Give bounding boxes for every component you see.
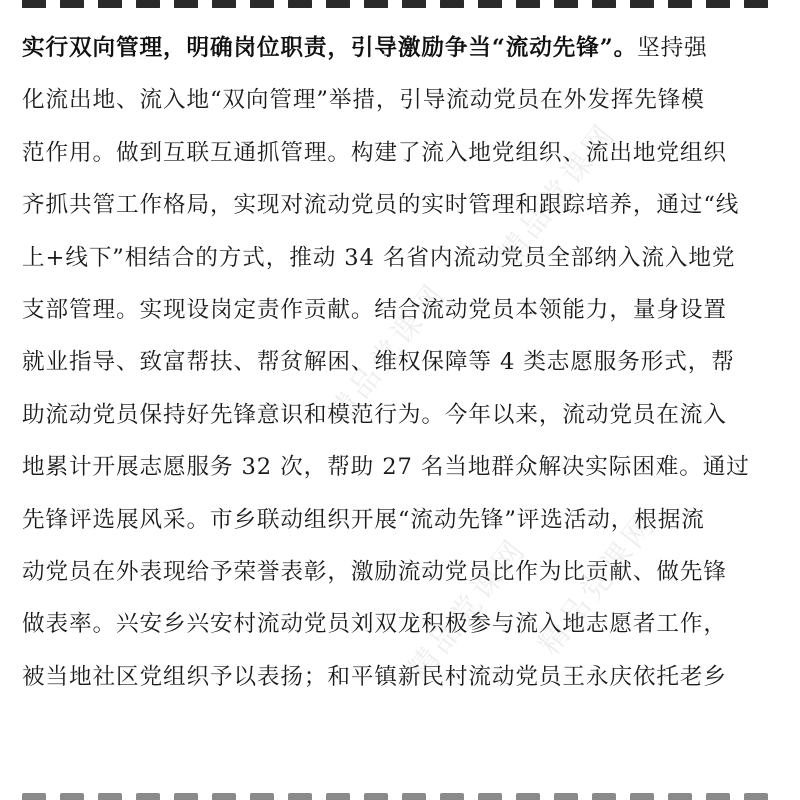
text-line bbox=[22, 22, 782, 74]
text-line: 就业指导、致富帮扶、帮贫解困、维权保障等 4 类志愿服务形式，帮 bbox=[22, 349, 735, 376]
text-line: 被当地社区党组织予以表扬；和平镇新民村流动党员王永庆依托老乡 bbox=[22, 663, 727, 690]
text-line: 齐抓共管工作格局，实现对流动党员的实时管理和跟踪培养，通过“线 bbox=[22, 192, 740, 219]
text-line: 上+线下”相结合的方式，推动 34 名省内流动党员全部纳入流入地党 bbox=[22, 244, 736, 271]
cropped-previous-line bbox=[22, 0, 782, 8]
watermark: 精品党课网 bbox=[491, 116, 624, 272]
body-paragraph bbox=[22, 22, 782, 703]
cropped-next-line bbox=[22, 788, 782, 800]
text-line: 范作用。做到互联互通抓管理。构建了流入地党组织、流出地党组织 bbox=[22, 139, 727, 166]
watermark: 精品党课网 bbox=[531, 506, 664, 662]
text-line: 化流出地、流入地“双向管理”举措，引导流动党员在外发挥先锋模 bbox=[22, 87, 705, 114]
text-line: 地累计开展志愿服务 32 次，帮助 27 名当地群众解决实际困难。通过 bbox=[22, 454, 750, 481]
text-line-continuation: 坚持强 bbox=[637, 35, 708, 61]
bold-heading-sentence: 实行双向管理，明确岗位职责，引导激励争当“流动先锋”。 bbox=[22, 35, 638, 61]
text-line: 先锋评选展风采。市乡联动组织开展“流动先锋”评选活动，根据流 bbox=[22, 506, 705, 533]
text-line: 做表率。兴安乡兴安村流动党员刘双龙积极参与流入地志愿者工作， bbox=[22, 611, 727, 638]
watermark: 精品党课网 bbox=[321, 276, 454, 432]
text-line: 动党员在外表现给予荣誉表彰，激励流动党员比作为比贡献、做先锋 bbox=[22, 558, 727, 585]
text-line: 支部管理。实现设岗定责作贡献。结合流动党员本领能力，量身设置 bbox=[22, 296, 727, 323]
text-line: 助流动党员保持好先锋意识和模范行为。今年以来，流动党员在流入 bbox=[22, 401, 727, 428]
watermark: 精品党课网 bbox=[401, 531, 534, 687]
